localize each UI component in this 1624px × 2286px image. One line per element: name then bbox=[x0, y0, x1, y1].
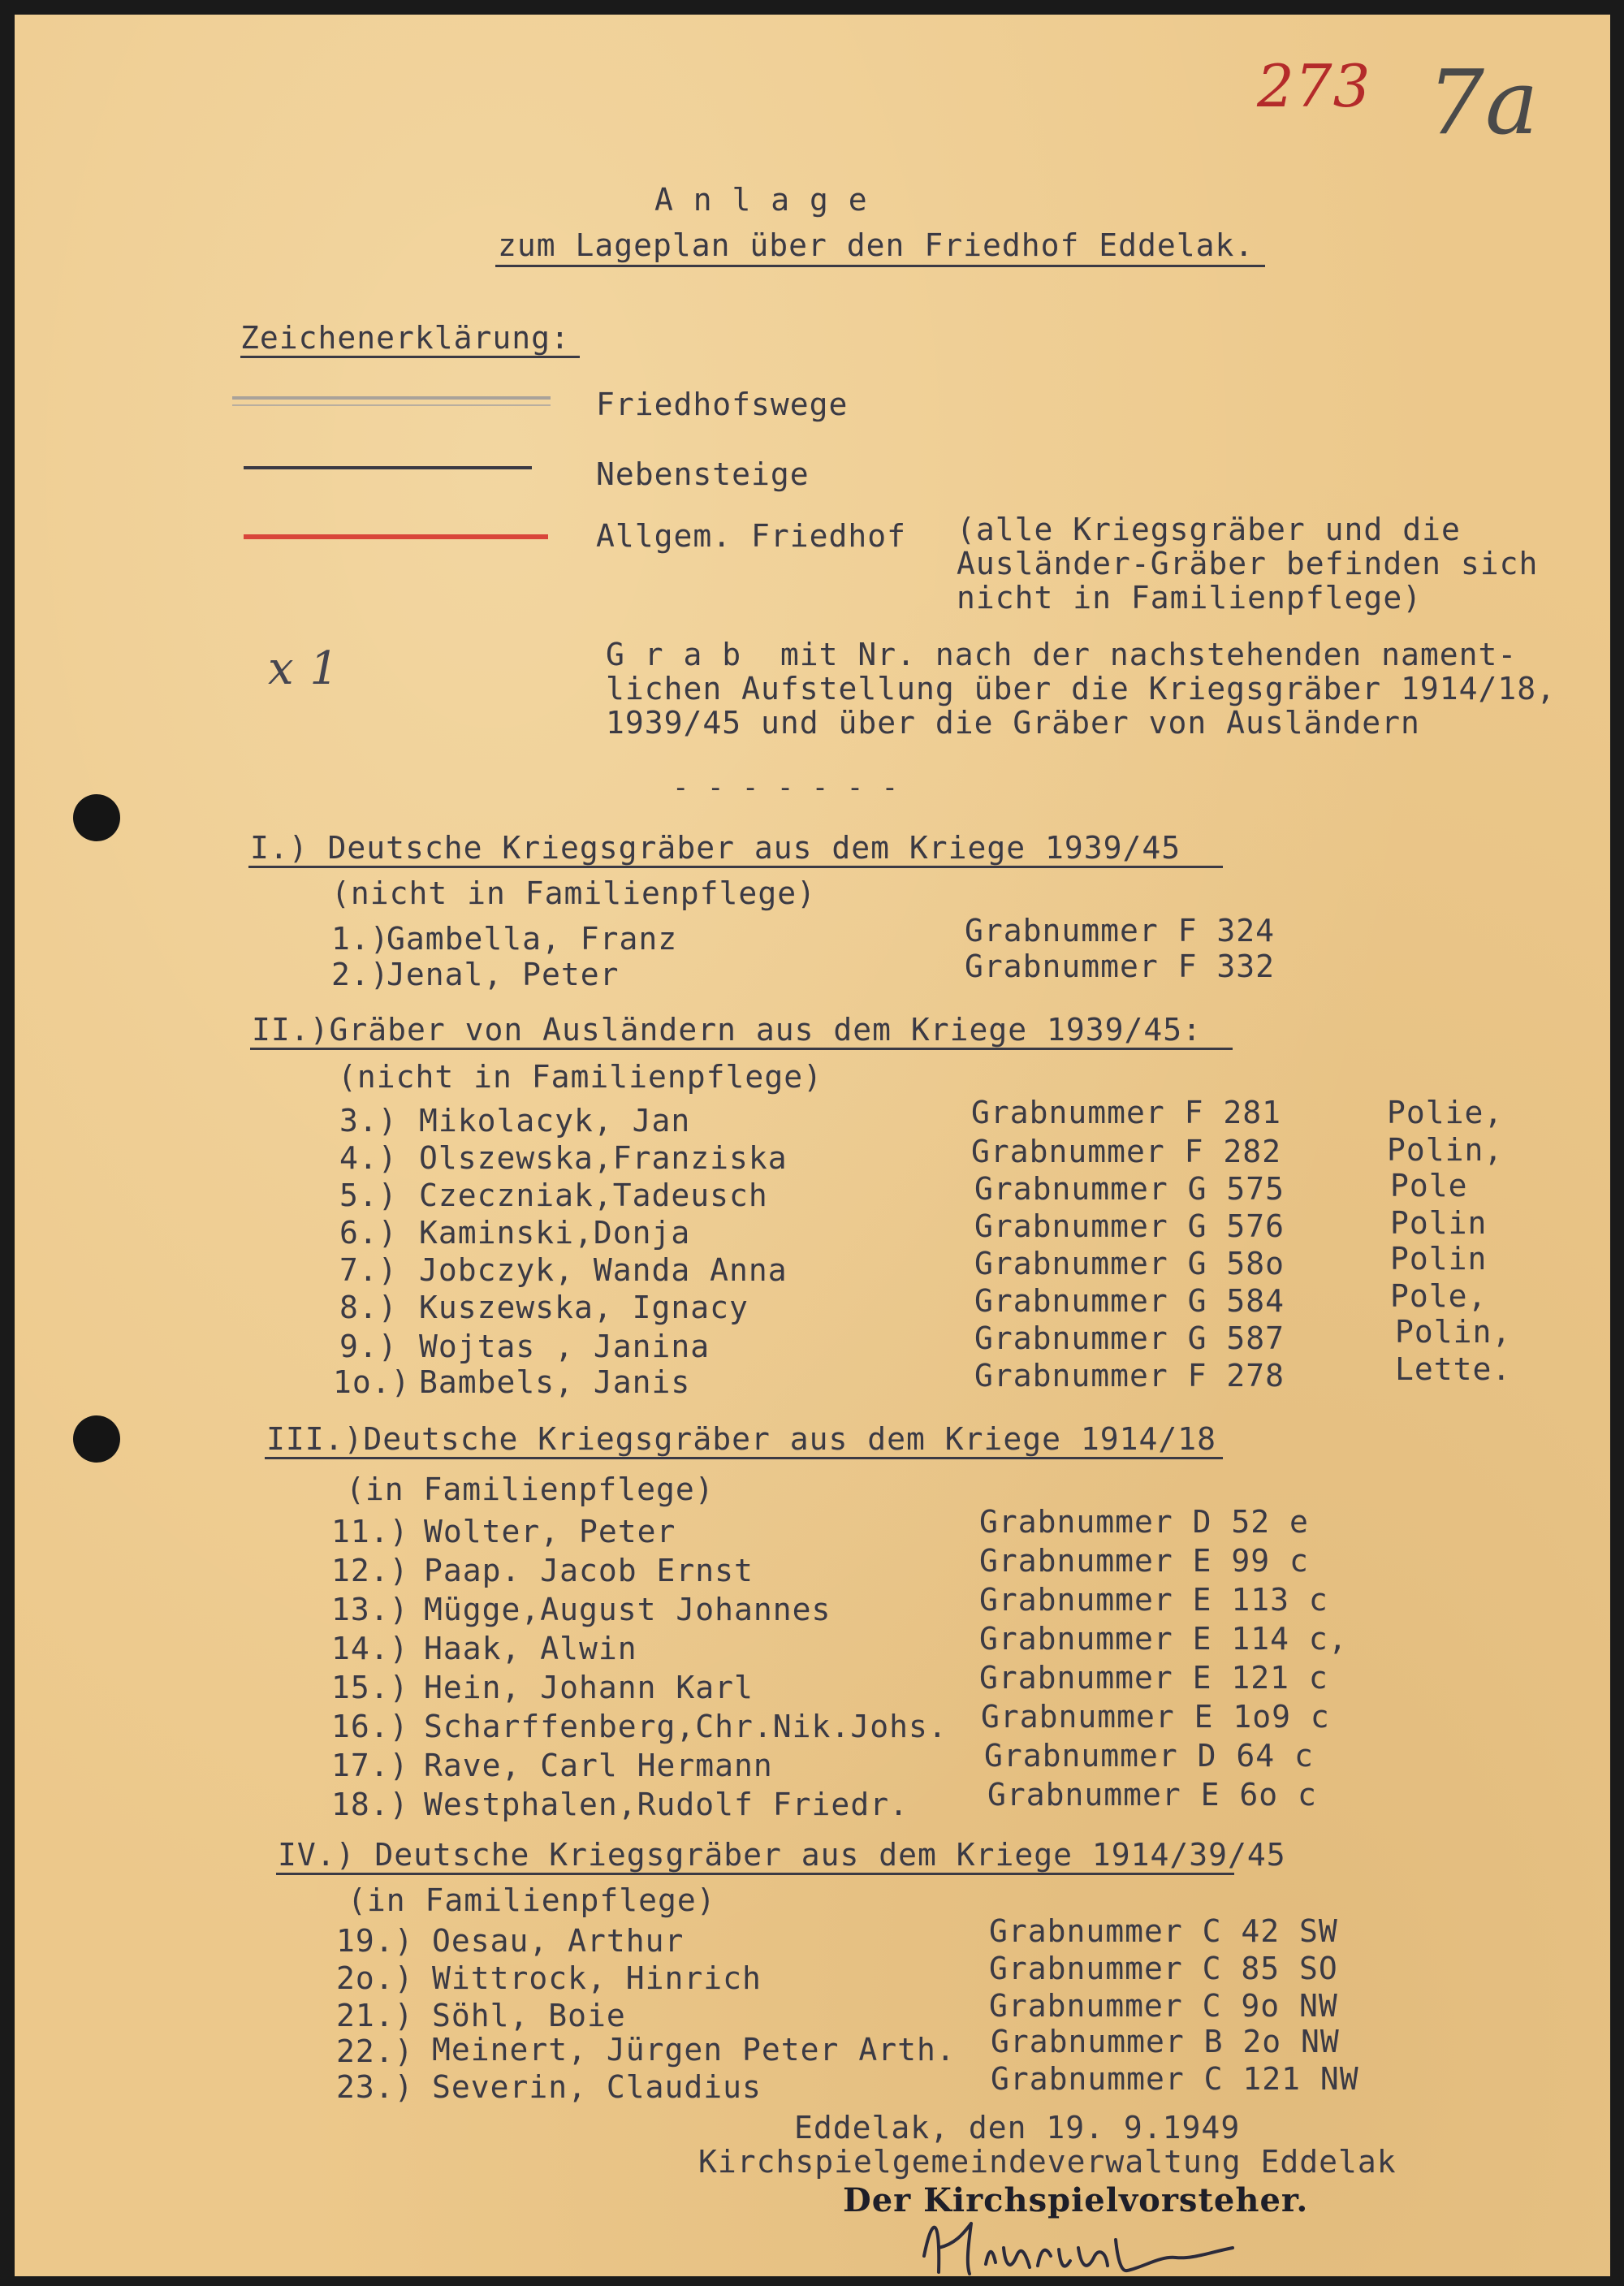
grave-text-line-1: G r a b mit Nr. nach der nachstehenden nament- bbox=[606, 637, 1518, 672]
s1-row2-no: 2.) bbox=[331, 957, 390, 992]
legend-line-nebensteige bbox=[244, 466, 532, 469]
corner-note: 7a bbox=[1427, 50, 1540, 154]
s2-row2-no: 4.) bbox=[339, 1140, 398, 1176]
legend-label-allgem-friedhof: Allgem. Friedhof bbox=[596, 518, 907, 554]
s1-row2-name: Jenal, Peter bbox=[387, 957, 620, 992]
s2-row1-nat: Polie, bbox=[1387, 1095, 1504, 1130]
s4-row4-grave: Grabnummer B 2o NW bbox=[991, 2024, 1340, 2059]
legend-heading: Zeichenerklärung: bbox=[240, 320, 570, 356]
s1-row1-name: Gambella, Franz bbox=[387, 921, 678, 957]
s3-row3-grave: Grabnummer E 113 c bbox=[979, 1582, 1328, 1618]
section-3-heading: III.)Deutsche Kriegsgräber aus dem Kriege 1914/18 bbox=[266, 1421, 1217, 1457]
legend-note-line-1: (alle Kriegsgräber und die bbox=[957, 512, 1461, 547]
s2-row6-grave: Grabnummer G 584 bbox=[974, 1283, 1285, 1319]
s4-row5-grave: Grabnummer C 121 NW bbox=[991, 2061, 1359, 2097]
s2-row4-grave: Grabnummer G 576 bbox=[974, 1208, 1285, 1244]
s2-row5-name: Jobczyk, Wanda Anna bbox=[419, 1252, 788, 1288]
section-1-underline bbox=[248, 866, 1223, 868]
grave-symbol: x 1 bbox=[268, 642, 340, 695]
page-number: 273 bbox=[1257, 52, 1371, 120]
s3-row2-no: 12.) bbox=[331, 1553, 409, 1588]
s3-row7-no: 17.) bbox=[331, 1748, 409, 1783]
legend-note-line-2: Ausländer-Gräber befinden sich bbox=[957, 546, 1539, 581]
s2-row8-no: 1o.) bbox=[333, 1364, 411, 1400]
section-2-subheading: (nicht in Familienpflege) bbox=[338, 1059, 823, 1095]
s2-row3-grave: Grabnummer G 575 bbox=[974, 1171, 1285, 1207]
s4-row2-grave: Grabnummer C 85 SO bbox=[989, 1951, 1338, 1986]
separator: - - - - - - - bbox=[672, 771, 900, 804]
legend-label-nebensteige: Nebensteige bbox=[596, 456, 810, 492]
s2-row5-no: 7.) bbox=[339, 1252, 398, 1288]
s4-row1-name: Oesau, Arthur bbox=[432, 1923, 685, 1959]
s2-row7-nat: Polin, bbox=[1395, 1314, 1512, 1350]
legend-heading-underline bbox=[240, 356, 580, 358]
s2-row6-no: 8.) bbox=[339, 1290, 398, 1325]
punch-hole-top bbox=[73, 794, 120, 841]
legend-label-friedhofswege: Friedhofswege bbox=[596, 387, 849, 422]
footer-stamp: Der Kirchspielvorsteher. bbox=[843, 2181, 1309, 2219]
legend-line-friedhofswege bbox=[232, 396, 551, 400]
s2-row5-grave: Grabnummer G 58o bbox=[974, 1246, 1285, 1281]
s2-row6-nat: Pole, bbox=[1390, 1278, 1488, 1314]
s3-row5-no: 15.) bbox=[331, 1670, 409, 1705]
s4-row5-no: 23.) bbox=[336, 2069, 414, 2105]
s2-row3-name: Czeczniak,Tadeusch bbox=[419, 1178, 768, 1213]
s2-row4-nat: Polin bbox=[1390, 1205, 1488, 1241]
s3-row2-name: Paap. Jacob Ernst bbox=[424, 1553, 754, 1588]
s2-row4-no: 6.) bbox=[339, 1215, 398, 1251]
s3-row6-no: 16.) bbox=[331, 1709, 409, 1744]
section-4-underline bbox=[276, 1873, 1234, 1875]
s4-row4-no: 22.) bbox=[336, 2033, 414, 2069]
s3-row1-name: Wolter, Peter bbox=[424, 1514, 676, 1549]
s3-row8-name: Westphalen,Rudolf Friedr. bbox=[424, 1787, 909, 1822]
s2-row2-name: Olszewska,Franziska bbox=[419, 1140, 788, 1176]
s1-row1-grave: Grabnummer F 324 bbox=[965, 913, 1276, 949]
s3-row4-grave: Grabnummer E 114 c, bbox=[979, 1621, 1348, 1657]
s4-row3-no: 21.) bbox=[336, 1998, 414, 2033]
s4-row1-grave: Grabnummer C 42 SW bbox=[989, 1913, 1338, 1949]
section-3-subheading: (in Familienpflege) bbox=[346, 1471, 715, 1507]
section-4-subheading: (in Familienpflege) bbox=[348, 1882, 716, 1918]
s4-row2-name: Wittrock, Hinrich bbox=[432, 1960, 762, 1996]
legend-line-friedhofswege-2 bbox=[232, 404, 551, 406]
s3-row6-name: Scharffenberg,Chr.Nik.Johs. bbox=[424, 1709, 948, 1744]
s3-row7-name: Rave, Carl Hermann bbox=[424, 1748, 773, 1783]
s2-row3-no: 5.) bbox=[339, 1178, 398, 1213]
s2-row8-name: Bambels, Janis bbox=[419, 1364, 691, 1400]
s3-row4-name: Haak, Alwin bbox=[424, 1631, 637, 1666]
s2-row7-no: 9.) bbox=[339, 1329, 398, 1364]
signature bbox=[908, 2199, 1249, 2276]
s3-row4-no: 14.) bbox=[331, 1631, 409, 1666]
s3-row2-grave: Grabnummer E 99 c bbox=[979, 1543, 1309, 1579]
s3-row1-grave: Grabnummer D 52 e bbox=[979, 1504, 1309, 1540]
section-1-heading: I.) Deutsche Kriegsgräber aus dem Kriege 1939/45 bbox=[250, 830, 1181, 866]
s1-row2-grave: Grabnummer F 332 bbox=[965, 949, 1276, 984]
s3-row8-grave: Grabnummer E 6o c bbox=[987, 1777, 1317, 1813]
s2-row8-nat: Lette. bbox=[1395, 1351, 1512, 1387]
s3-row1-no: 11.) bbox=[331, 1514, 409, 1549]
s3-row5-grave: Grabnummer E 121 c bbox=[979, 1660, 1328, 1696]
s2-row6-name: Kuszewska, Ignacy bbox=[419, 1290, 749, 1325]
s2-row1-name: Mikolacyk, Jan bbox=[419, 1103, 691, 1139]
grave-text-line-3: 1939/45 und über die Gräber von Ausländern bbox=[606, 705, 1420, 741]
s4-row3-name: Söhl, Boie bbox=[432, 1998, 626, 2033]
s3-row3-no: 13.) bbox=[331, 1592, 409, 1627]
s2-row1-no: 3.) bbox=[339, 1103, 398, 1139]
s2-row2-nat: Polin, bbox=[1387, 1132, 1504, 1168]
section-2-heading: II.)Gräber von Ausländern aus dem Kriege 1939/45: bbox=[252, 1012, 1203, 1048]
s4-row2-no: 2o.) bbox=[336, 1960, 414, 1996]
section-3-underline bbox=[265, 1457, 1223, 1459]
s2-row7-grave: Grabnummer G 587 bbox=[974, 1320, 1285, 1356]
s4-row3-grave: Grabnummer C 9o NW bbox=[989, 1988, 1338, 2024]
s3-row3-name: Mügge,August Johannes bbox=[424, 1592, 831, 1627]
title-line-1: A n l a g e bbox=[654, 182, 868, 218]
s4-row5-name: Severin, Claudius bbox=[432, 2069, 762, 2105]
footer-office: Kirchspielgemeindeverwaltung Eddelak bbox=[698, 2144, 1397, 2180]
grave-text-line-2: lichen Aufstellung über die Kriegsgräber 1914/18, bbox=[606, 671, 1557, 707]
legend-note-line-3: nicht in Familienpflege) bbox=[957, 580, 1423, 616]
footer-place-date: Eddelak, den 19. 9.1949 bbox=[794, 2110, 1241, 2146]
s4-row1-no: 19.) bbox=[336, 1923, 414, 1959]
punch-hole-bottom bbox=[73, 1415, 120, 1463]
s3-row7-grave: Grabnummer D 64 c bbox=[984, 1738, 1314, 1774]
s3-row8-no: 18.) bbox=[331, 1787, 409, 1822]
section-1-subheading: (nicht in Familienpflege) bbox=[331, 875, 816, 911]
s4-row4-name: Meinert, Jürgen Peter Arth. bbox=[432, 2032, 956, 2068]
title-line-2: zum Lageplan über den Friedhof Eddelak. bbox=[498, 227, 1255, 263]
s2-row8-grave: Grabnummer F 278 bbox=[974, 1358, 1285, 1394]
legend-line-allgem-friedhof bbox=[244, 534, 548, 539]
s2-row7-name: Wojtas , Janina bbox=[419, 1329, 710, 1364]
section-2-underline bbox=[250, 1048, 1233, 1050]
document-page bbox=[15, 15, 1610, 2276]
s3-row6-grave: Grabnummer E 1o9 c bbox=[981, 1699, 1330, 1735]
s2-row5-nat: Polin bbox=[1390, 1241, 1488, 1277]
s2-row1-grave: Grabnummer F 281 bbox=[971, 1095, 1282, 1130]
s1-row1-no: 1.) bbox=[331, 921, 390, 957]
title-underline bbox=[495, 265, 1265, 267]
s2-row4-name: Kaminski,Donja bbox=[419, 1215, 691, 1251]
section-4-heading: IV.) Deutsche Kriegsgräber aus dem Kriege 1914/39/45 bbox=[278, 1837, 1286, 1873]
s3-row5-name: Hein, Johann Karl bbox=[424, 1670, 754, 1705]
s2-row2-grave: Grabnummer F 282 bbox=[971, 1134, 1282, 1169]
s2-row3-nat: Pole bbox=[1390, 1168, 1468, 1203]
